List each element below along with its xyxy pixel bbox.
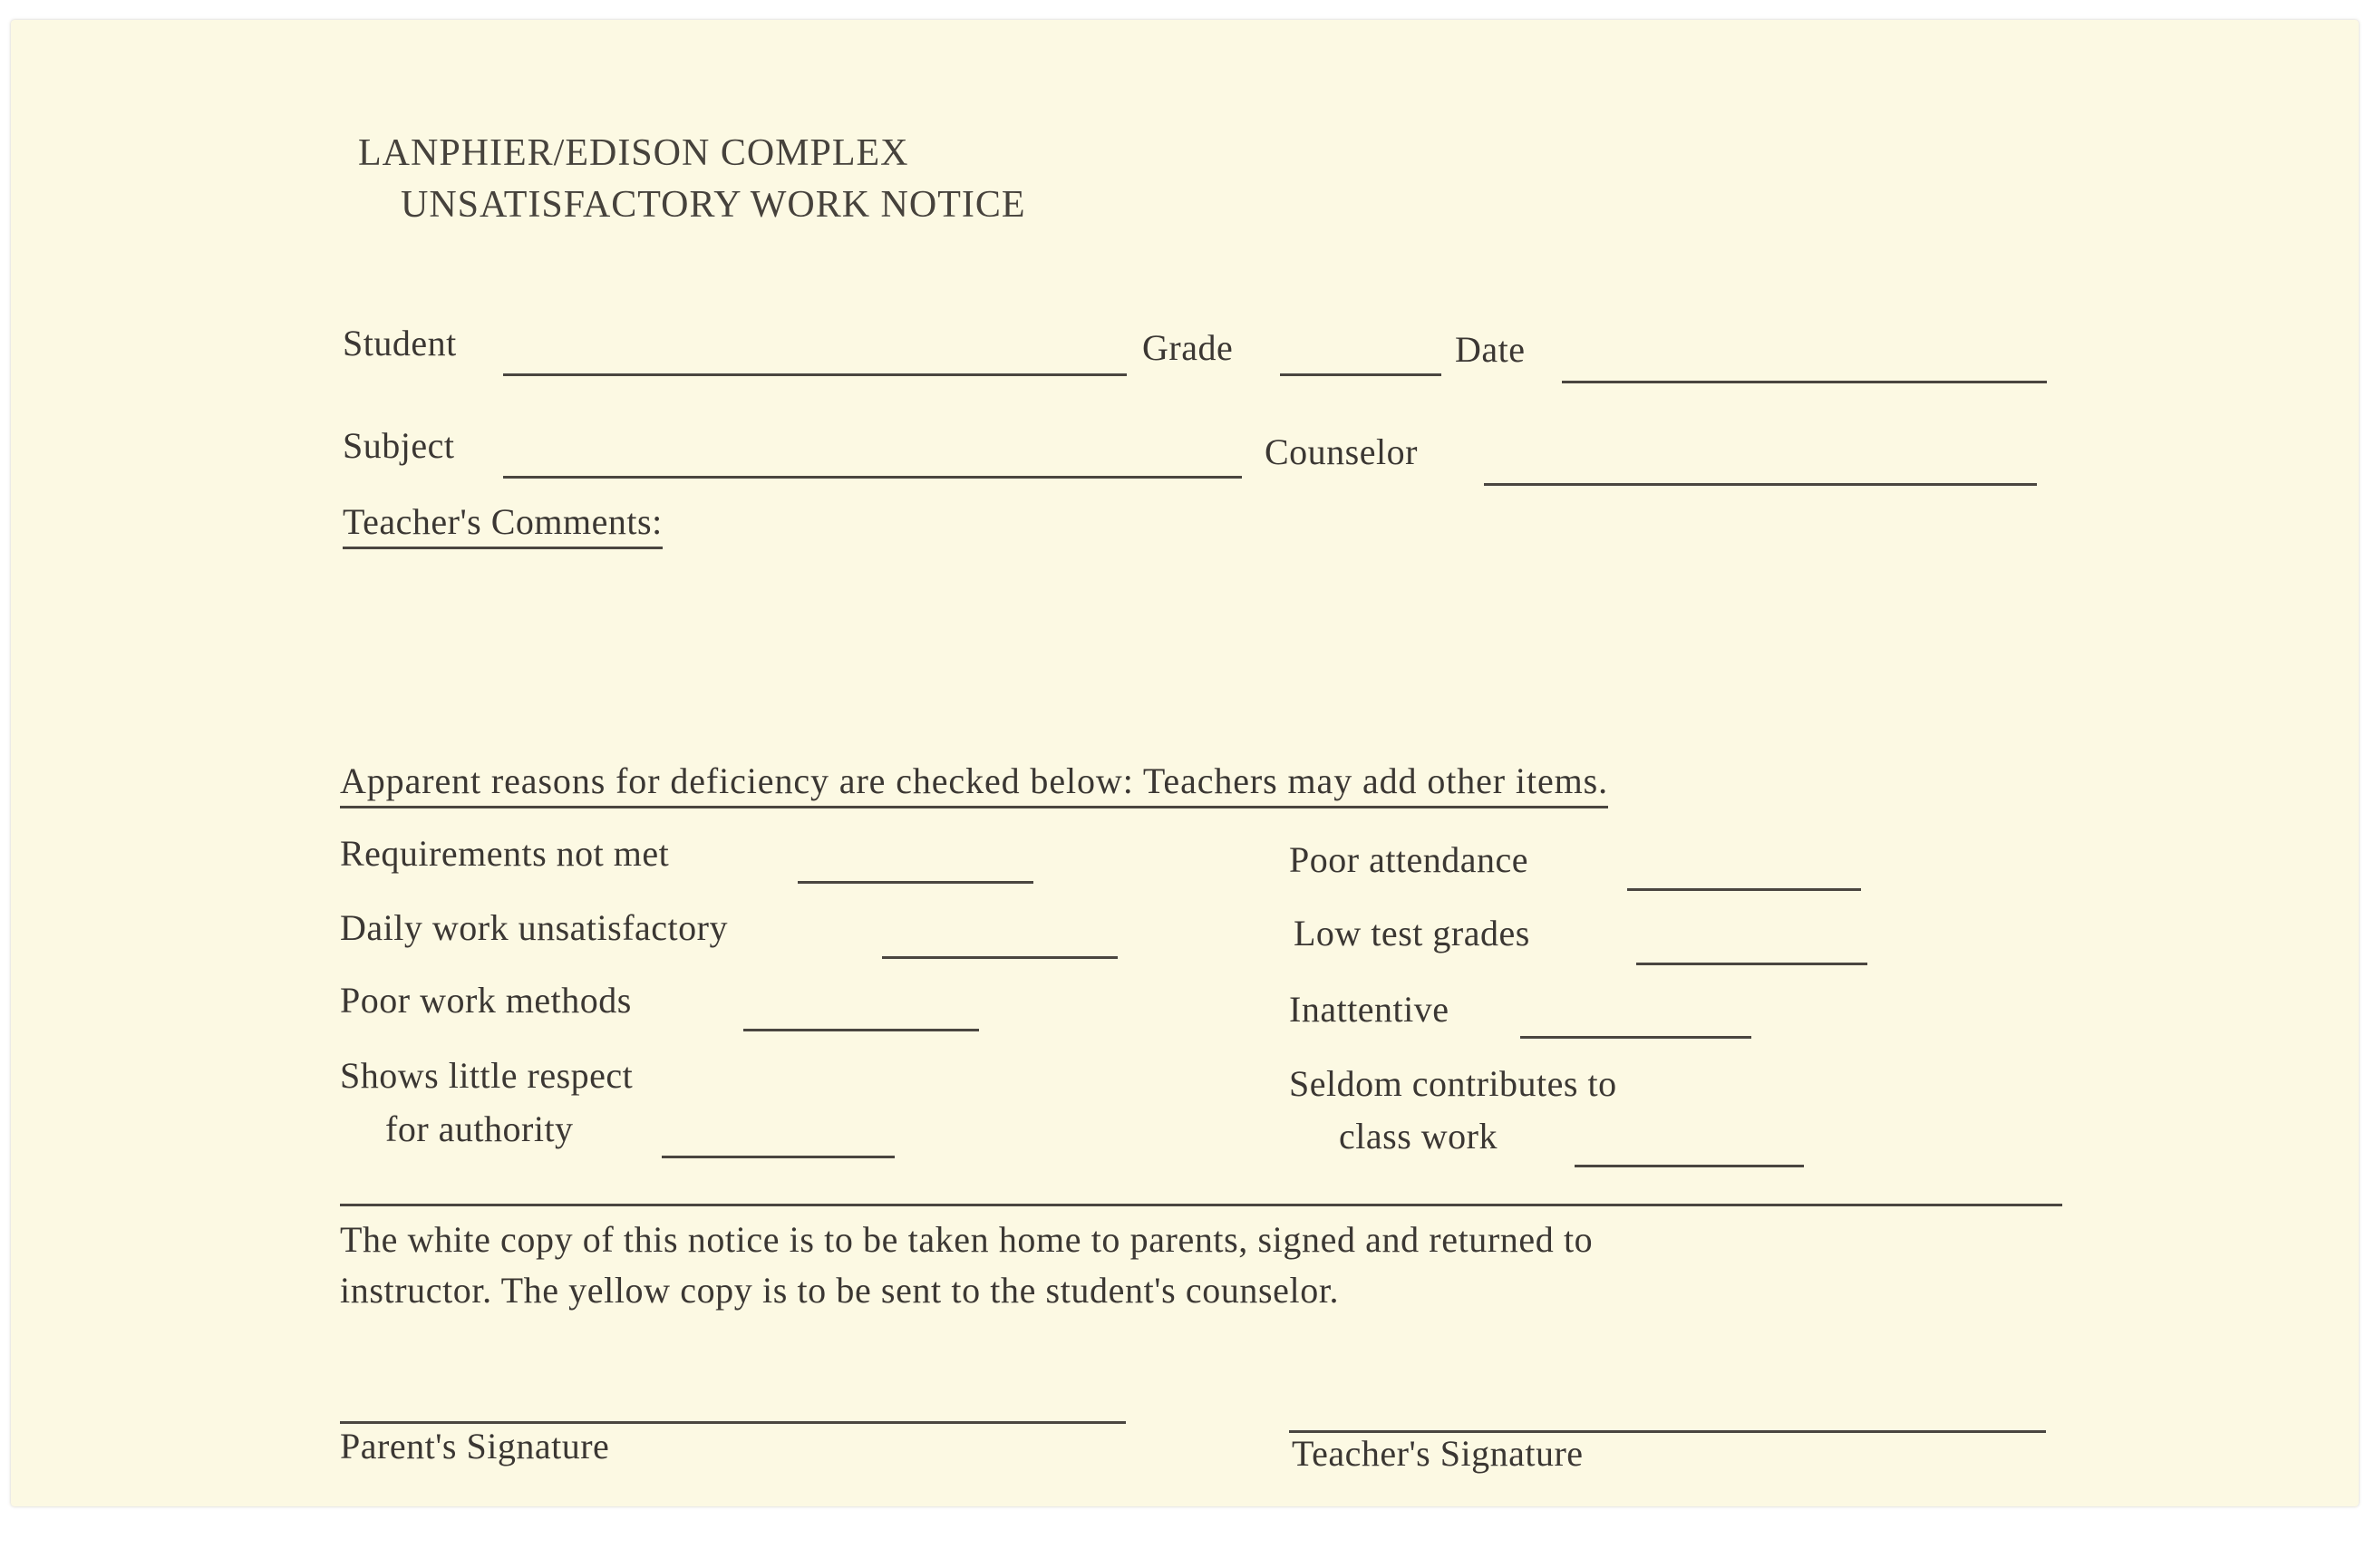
subject-label: Subject [343,425,455,466]
reason-respect-check[interactable] [662,1156,895,1158]
subject-field[interactable] [503,476,1242,479]
reason-daily-work-label: Daily work unsatisfactory [340,907,728,948]
section-divider [340,1204,2062,1206]
reason-attendance-check[interactable] [1627,888,1861,891]
reason-requirements-check[interactable] [798,881,1033,884]
header-title: LANPHIER/EDISON COMPLEX [358,132,909,174]
parent-signature-label: Parent's Signature [340,1426,610,1466]
student-label: Student [343,323,457,363]
grade-label: Grade [1142,327,1234,368]
reason-contributes-check[interactable] [1575,1165,1804,1167]
instructions-line-1: The white copy of this notice is to be taken home to parents, signed and returned to [340,1219,1594,1260]
reason-inattentive-label: Inattentive [1289,989,1449,1030]
reason-contributes-label-2: class work [1339,1116,1498,1157]
teacher-comments-area[interactable] [340,571,2062,752]
parent-signature-field[interactable] [340,1421,1126,1424]
date-label: Date [1455,329,1526,370]
reason-respect-label-2: for authority [385,1108,574,1149]
date-field[interactable] [1562,381,2047,383]
teacher-comments-label: Teacher's Comments: [343,500,663,549]
grade-field[interactable] [1280,373,1441,376]
reason-requirements-label: Requirements not met [340,833,670,874]
teacher-signature-label: Teacher's Signature [1292,1433,1584,1474]
reason-test-grades-check[interactable] [1636,963,1867,965]
reason-daily-work-check[interactable] [882,956,1118,959]
reason-contributes-label-1: Seldom contributes to [1289,1063,1617,1104]
instructions-line-2: instructor. The yellow copy is to be sent to the student's counselor. [340,1270,1340,1311]
reason-attendance-label: Poor attendance [1289,839,1529,880]
reason-inattentive-check[interactable] [1520,1036,1751,1039]
reason-respect-label-1: Shows little respect [340,1055,634,1096]
counselor-label: Counselor [1265,431,1418,472]
counselor-field[interactable] [1484,483,2037,486]
header-subtitle: UNSATISFACTORY WORK NOTICE [401,184,1026,226]
student-field[interactable] [503,373,1127,376]
reason-work-methods-check[interactable] [743,1029,979,1031]
reason-work-methods-label: Poor work methods [340,980,632,1021]
reason-test-grades-label: Low test grades [1294,913,1530,953]
reasons-heading: Apparent reasons for deficiency are checked below: Teachers may add other items. [340,760,1608,808]
